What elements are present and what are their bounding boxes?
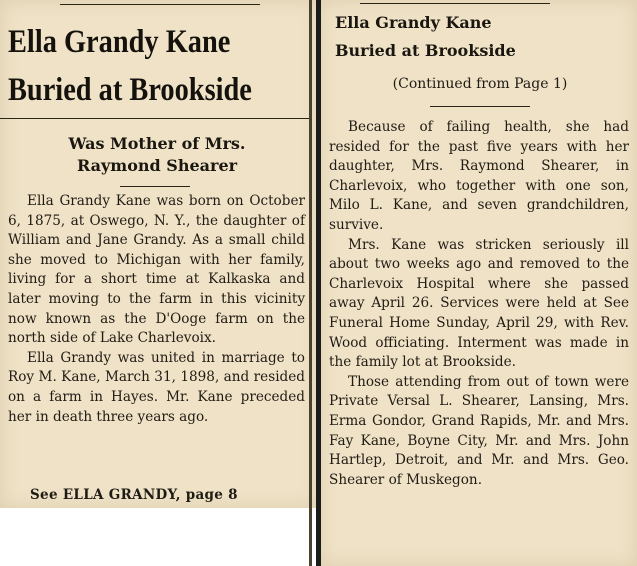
right-paragraph-3: Those attending from out of town were Private Versal L. Shearer, Lansing, Mrs. Erma Gondor, Grand Rapids, Mr. and Mrs. Fay Kane, Boyne City, Mr. and Mrs. John Hartlep, Detroit, and Mr. and Mrs. Geo. Shearer of Muskegon.	[329, 373, 629, 488]
headline-line-1: Ella Grandy Kane	[8, 24, 231, 60]
see-continuation-line: See ELLA GRANDY, page 8	[30, 487, 238, 503]
right-paragraph-1: Because of failing health, she had resided for the past five years with her daughter, Mrs. Raymond Shearer, in Charlevoix, who together with one son, Milo L. Kane, and seven grandchildren, survive.	[329, 119, 629, 233]
right-headline-line-1: Ella Grandy Kane	[335, 13, 492, 32]
left-clipping	[0, 0, 319, 508]
left-paragraph-2: Ella Grandy was united in marriage to Roy M. Kane, March 31, 1898, and resided on a farm in Hayes. Mr. Kane preceded her in death three years ago.	[8, 349, 305, 425]
continued-from-label: (Continued from Page 1)	[392, 76, 568, 92]
column-gutter-shadow	[309, 0, 312, 566]
top-rule	[60, 4, 260, 5]
column-gutter	[316, 0, 321, 566]
right-headline-line-2: Buried at Brookside	[335, 41, 516, 60]
headline-line-2: Buried at Brookside	[8, 72, 252, 108]
subhead-line-2: Raymond Shearer	[76, 156, 238, 175]
subhead-line-1: Was Mother of Mrs.	[68, 134, 246, 153]
right-article-body	[329, 118, 629, 490]
left-article-body	[8, 192, 305, 427]
right-top-rule	[360, 3, 550, 4]
subhead-divider	[120, 186, 190, 187]
headline-rule	[0, 118, 309, 119]
right-paragraph-2: Mrs. Kane was stricken seriously ill about two weeks ago and removed to the Charlevoix Hospital where she passed away April 26. Services were held at See Funeral Home Sunday, April 29, with Rev. Wood officiating. Interment was made in the family lot at Brookside.	[329, 236, 629, 371]
left-paragraph-1: Ella Grandy Kane was born on October 6, 1875, at Oswego, N. Y., the daughter of William and Jane Grandy. As a small child she moved to Michigan with her family, living for a short time at Kalkaska and later moving to the farm in this vicinity now known as the D'Ooge farm on the north side of Lake Charlevoix.	[8, 193, 305, 347]
right-divider	[430, 106, 530, 107]
